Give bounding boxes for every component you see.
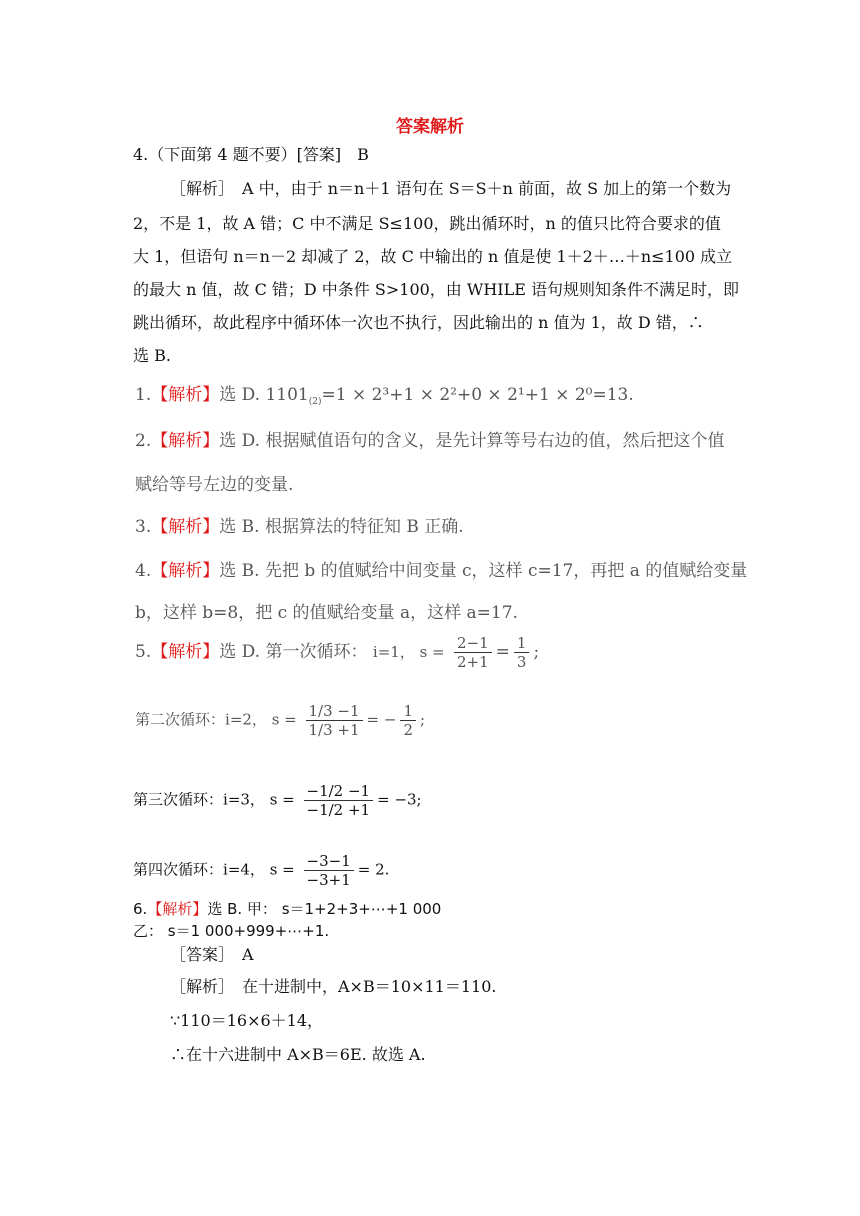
answer-4-cont: b，这样 b=8，把 c 的值赋给变量 a，这样 a=17. [135, 603, 518, 623]
answer-num: 3. [135, 517, 152, 537]
fraction-numerator: 1 [400, 702, 416, 721]
answer-3 [135, 512, 464, 537]
answer-num: 6. [133, 900, 148, 918]
answer-2-cont: 赋给等号左边的变量. [135, 475, 294, 495]
loop-expression: i=4， s = [223, 860, 295, 879]
analysis-tag: 【解析】 [147, 900, 208, 918]
loop-label: 第四次循环： [133, 860, 224, 879]
answer-text: 选 B. 根据算法的特征知 B 正确. [219, 517, 464, 537]
answer-2 [135, 426, 724, 451]
equals-sign: = [495, 642, 510, 662]
answer-5 [135, 634, 539, 671]
fraction-denominator: 2 [403, 721, 413, 739]
loop-3 [133, 782, 422, 819]
answer-6 [133, 898, 441, 919]
analysis-tag: 【解析】 [151, 385, 220, 405]
fraction [514, 634, 530, 671]
loop-expression: i=3， s = [223, 790, 295, 809]
fraction-denominator: −3+1 [306, 871, 351, 889]
answer-num: 5. [135, 642, 152, 662]
answer-text: 选 D. 根据赋值语句的含义，是先计算等号右边的值，然后把这个值 [219, 431, 725, 451]
analysis-tag: 【解析】 [151, 642, 220, 662]
q7-line-2: ∵110＝16×6＋14， [170, 1011, 324, 1030]
q4-line-3: 大 1，但语句 n＝n－2 却减了 2，故 C 中输出的 n 值是使 1＋2＋…＋n≤100 成立 [133, 247, 733, 266]
fraction-numerator: 2−1 [454, 634, 492, 653]
answer-num: 4. [135, 561, 152, 581]
q4-heading: 4.（下面第 4 题不要）[答案] B [133, 145, 369, 164]
fraction [304, 852, 354, 889]
loop-label: 第二次循环： [135, 710, 226, 729]
fraction-denominator: −1/2 +1 [306, 801, 371, 819]
answer-num: 1. [135, 385, 152, 405]
answer-6-cont: 乙： s＝1 000+999+⋯+1. [133, 922, 330, 940]
answer-subscript: (2) [308, 397, 322, 407]
q4-line-2: 2，不是 1，故 A 错；C 中不满足 S≤100，跳出循环时，n 的值只比符合要求的值 [133, 214, 721, 233]
analysis-tag: 【解析】 [151, 517, 220, 537]
analysis-tag: 【解析】 [151, 431, 220, 451]
fraction-denominator: 3 [516, 653, 527, 671]
result: = 2. [357, 860, 390, 879]
loop-2 [135, 702, 425, 739]
answer-num: 2. [135, 431, 152, 451]
fraction-denominator: 1/3 +1 [308, 721, 360, 739]
fraction-numerator: −3−1 [304, 852, 354, 871]
fraction [306, 702, 363, 739]
answer-1 [135, 380, 634, 407]
q7-answer: ［答案］ A [170, 945, 254, 964]
punctuation: ; [420, 710, 426, 729]
analysis-tag: 【解析】 [151, 561, 220, 581]
page-title: 答案解析 [396, 117, 464, 137]
answer-rest: =1 × 2³+1 × 2²+0 × 2¹+1 × 2⁰=13. [321, 385, 634, 405]
punctuation: ; [533, 642, 540, 662]
answer-text: 选 B. 甲： s＝1+2+3+⋯+1 000 [207, 900, 442, 918]
q7-line-1: ［解析］ 在十进制中，A×B＝10×11＝110. [170, 977, 497, 996]
fraction-numerator: −1/2 −1 [304, 782, 374, 801]
answer-text: 选 D. 1101 [219, 385, 309, 405]
answer-4 [135, 556, 747, 581]
loop-4 [133, 852, 389, 889]
q4-line-1: ［解析］ A 中，由于 n＝n＋1 语句在 S＝S＋n 前面，故 S 加上的第一个数为 [170, 179, 732, 198]
fraction-denominator: 2+1 [457, 653, 489, 671]
fraction [454, 634, 492, 671]
fraction-numerator: 1 [514, 634, 530, 653]
loop-expression: i=1， s = [372, 643, 445, 661]
loop-label: 第三次循环： [133, 790, 224, 809]
result: = − [366, 710, 397, 729]
fraction-numerator: 1/3 −1 [306, 702, 363, 721]
loop-expression: i=2， s = [225, 710, 297, 729]
fraction [304, 782, 374, 819]
answer-text: 选 D. 第一次循环： [219, 642, 368, 662]
result: = −3; [377, 790, 422, 809]
fraction [400, 702, 416, 739]
q4-line-5: 跳出循环，故此程序中循环体一次也不执行，因此输出的 n 值为 1，故 D 错，∴ [133, 313, 704, 332]
q4-line-4: 的最大 n 值，故 C 错；D 中条件 S>100，由 WHILE 语句规则知条件不满足时，即 [133, 280, 739, 299]
q7-line-3: ∴在十六进制中 A×B＝6E. 故选 A. [170, 1045, 426, 1064]
answer-text: 选 B. 先把 b 的值赋给中间变量 c，这样 c=17，再把 a 的值赋给变量 [219, 561, 748, 581]
q4-line-6: 选 B. [133, 346, 171, 365]
